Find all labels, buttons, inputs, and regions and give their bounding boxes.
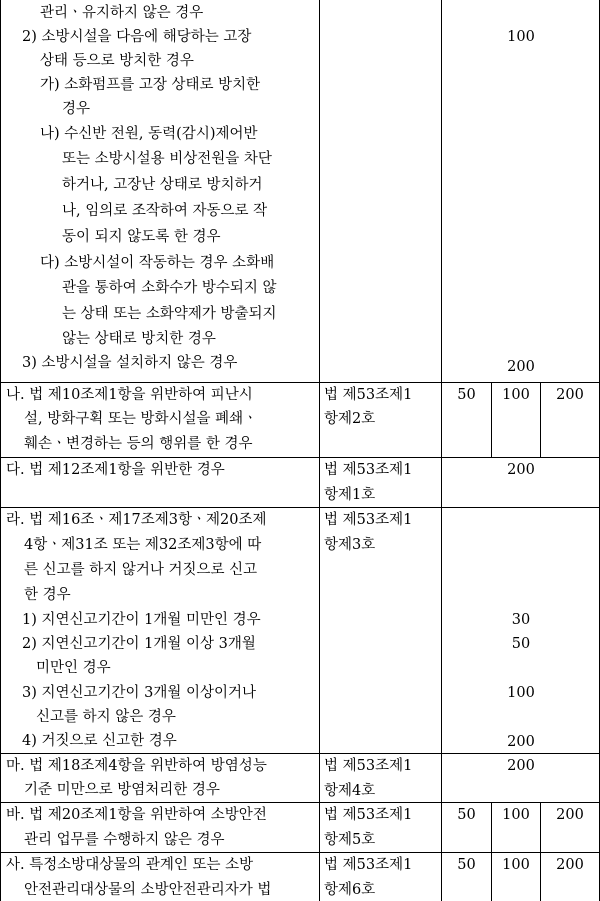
- law-ref: 항제6호: [324, 882, 376, 898]
- desc-line: 4항ㆍ제31조 또는 제32조제3항에 따: [24, 537, 262, 553]
- desc-line: 다) 소방시설이 작동하는 경우 소화배: [40, 255, 275, 271]
- desc-line: 마. 법 제18조제4항을 위반하여 방염성능: [6, 758, 267, 774]
- penalty-value: 30: [511, 612, 531, 628]
- desc-line: 는 상태 또는 소화약제가 방출되지: [62, 306, 277, 322]
- desc-line: 관리ㆍ유지하지 않은 경우: [40, 5, 204, 21]
- penalty-value: 200: [507, 359, 535, 375]
- law-ref: 법 제53조제1: [324, 857, 413, 873]
- desc-line: 나. 법 제10조제1항을 위반하여 피난시: [6, 387, 253, 403]
- desc-line: 관을 통하여 소화수가 방수되지 않: [62, 280, 277, 296]
- law-ref: 항제4호: [324, 783, 376, 799]
- desc-line: 한 경우: [24, 587, 71, 603]
- penalty-first: 50: [457, 857, 476, 873]
- penalty-first: 50: [457, 387, 476, 403]
- desc-line: 안전관리대상물의 소방안전관리자가 법: [24, 882, 272, 898]
- desc-line: 또는 소방시설용 비상전원을 차단: [62, 151, 272, 167]
- penalty-third: 200: [556, 387, 584, 403]
- desc-line: 하거나, 고장난 상태로 방치하거: [62, 177, 263, 193]
- desc-line: 사. 특정소방대상물의 관계인 또는 소방: [6, 857, 254, 873]
- desc-line: 상태 등으로 방치한 경우: [40, 53, 194, 69]
- penalty-second: 100: [502, 387, 530, 403]
- desc-line: 1) 지연신고기간이 1개월 미만인 경우: [22, 612, 261, 628]
- law-ref: 항제1호: [324, 487, 376, 503]
- desc-line: 관리 업무를 수행하지 않은 경우: [24, 832, 225, 848]
- desc-line: 훼손ㆍ변경하는 등의 행위를 한 경우: [24, 436, 253, 452]
- desc-line: 신고를 하지 않은 경우: [36, 709, 176, 725]
- penalty-value: 200: [507, 462, 535, 478]
- law-ref: 항제5호: [324, 832, 376, 848]
- desc-line: 른 신고를 하지 않거나 거짓으로 신고: [24, 562, 258, 578]
- desc-line: 설, 방화구획 또는 방화시설을 폐쇄ㆍ: [24, 411, 258, 427]
- law-ref: 항제2호: [324, 411, 376, 427]
- desc-line: 기준 미만으로 방염처리한 경우: [24, 782, 220, 798]
- law-ref: 법 제53조제1: [324, 758, 413, 774]
- penalty-value: 200: [507, 758, 535, 774]
- desc-line: 3) 지연신고기간이 3개월 이상이거나: [22, 685, 257, 701]
- penalty-second: 100: [502, 807, 530, 823]
- desc-line: 동이 되지 않도록 한 경우: [62, 229, 221, 245]
- law-ref: 법 제53조제1: [324, 512, 413, 528]
- desc-line: 다. 법 제12조제1항을 위반한 경우: [6, 462, 225, 478]
- penalty-second: 100: [502, 857, 530, 873]
- desc-line: 2) 소방시설을 다음에 해당하는 고장: [22, 29, 252, 45]
- penalty-third: 200: [556, 857, 584, 873]
- law-ref: 법 제53조제1: [324, 387, 413, 403]
- desc-line: 가) 소화펌프를 고장 상태로 방치한: [40, 77, 261, 93]
- desc-line: 바. 법 제20조제1항을 위반하여 소방안전: [6, 807, 267, 823]
- desc-line: 나, 임의로 조작하여 자동으로 작: [62, 203, 268, 219]
- desc-line: 라. 법 제16조ㆍ제17조제3항ㆍ제20조제: [6, 512, 267, 528]
- law-ref: 법 제53조제1: [324, 462, 413, 478]
- penalty-value: 50: [511, 636, 531, 652]
- penalty-first: 50: [457, 807, 476, 823]
- desc-line: 않는 상태로 방치한 경우: [62, 331, 216, 347]
- desc-line: 미만인 경우: [36, 660, 111, 676]
- penalty-value: 200: [507, 734, 535, 750]
- desc-line: 2) 지연신고기간이 1개월 이상 3개월: [22, 636, 256, 652]
- desc-line: 나) 수신반 전원, 동력(감시)제어반: [40, 126, 258, 142]
- penalty-value: 100: [507, 29, 535, 45]
- law-ref: 항제3호: [324, 537, 376, 553]
- desc-line: 4) 거짓으로 신고한 경우: [22, 733, 177, 749]
- desc-line: 3) 소방시설을 설치하지 않은 경우: [22, 355, 238, 371]
- penalty-value: 100: [507, 685, 535, 701]
- penalty-third: 200: [556, 807, 584, 823]
- desc-line: 경우: [62, 101, 91, 117]
- law-ref: 법 제53조제1: [324, 807, 413, 823]
